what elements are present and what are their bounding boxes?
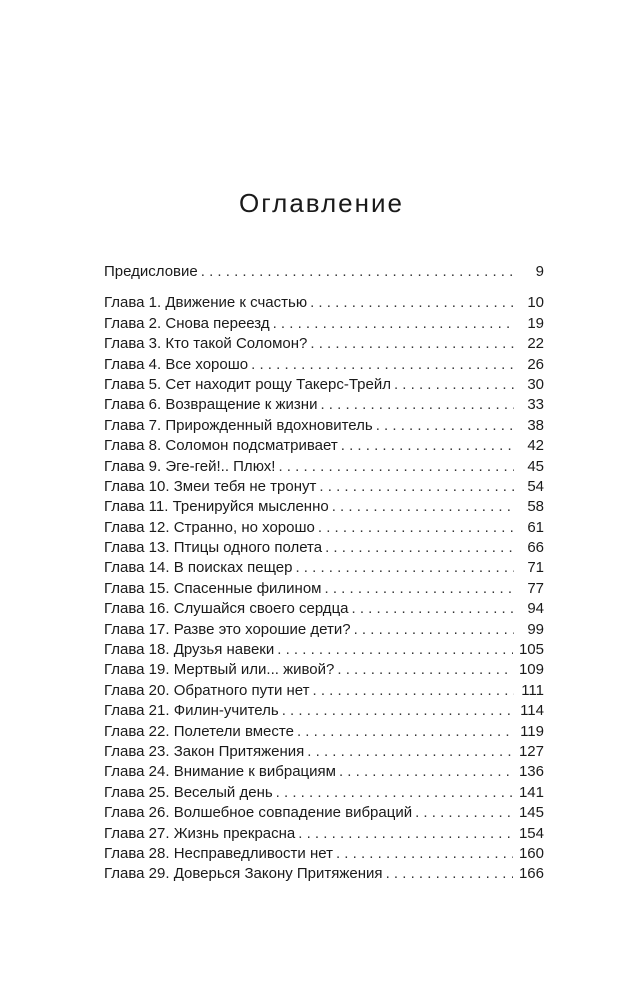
dot-leader (276, 783, 513, 803)
dot-leader (310, 334, 514, 354)
toc-entry-page-number: 154 (518, 824, 544, 842)
dot-leader (376, 416, 514, 436)
toc-entry-chapter-9 (104, 457, 544, 477)
toc-entry-page-number: 109 (518, 661, 544, 679)
dot-leader (319, 477, 514, 497)
toc-entry-chapter-23 (104, 742, 544, 762)
toc-entry-page-number: 105 (518, 641, 544, 659)
toc-entry-chapter-13 (104, 538, 544, 558)
toc-entry-label: Глава 21. Филин-учитель (104, 702, 279, 720)
dot-leader (337, 660, 513, 680)
dot-leader (278, 457, 514, 477)
toc-entry-page-number: 61 (527, 518, 544, 536)
toc-entry-page-number: 9 (535, 263, 544, 280)
toc-entry-label: Глава 5. Сет находит рощу Такерс-Трейл (104, 375, 391, 393)
dot-leader (201, 262, 514, 282)
toc-entry-label: Глава 18. Друзья навеки (104, 641, 275, 659)
toc-entry-label: Глава 20. Обратного пути нет (104, 681, 310, 699)
toc-entry-chapter-8 (104, 436, 544, 456)
toc-entry-page-number: 10 (527, 294, 544, 312)
page-title: Оглавление (239, 188, 404, 218)
toc-entry-chapter-26 (104, 803, 544, 823)
toc-entry-label: Глава 24. Внимание к вибрациям (104, 763, 336, 781)
dot-leader (282, 701, 514, 721)
toc-entry-page-number: 30 (527, 375, 544, 393)
toc-entry-label: Глава 1. Движение к счастью (104, 294, 308, 312)
toc-entry-chapter-10 (104, 477, 544, 497)
dot-leader (313, 681, 514, 701)
toc-entry-page-number: 114 (520, 702, 544, 720)
dot-leader (332, 497, 514, 517)
toc-entry-label: Глава 6. Возвращение к жизни (104, 396, 318, 414)
dot-leader (394, 375, 514, 395)
toc-entry-page-number: 33 (527, 396, 544, 414)
toc-entry-label: Глава 17. Разве это хорошие дети? (104, 620, 351, 638)
toc-entry-label: Глава 15. Спасенные филином (104, 579, 322, 597)
toc-entry-preface (104, 262, 544, 282)
toc-entry-page-number: 54 (527, 477, 544, 495)
toc-entry-label: Глава 16. Слушайся своего сердца (104, 600, 349, 618)
dot-leader (325, 579, 515, 599)
toc-entry-label: Глава 8. Соломон подсматривает (104, 437, 338, 455)
dot-leader (336, 844, 513, 864)
toc-entry-page-number: 66 (527, 539, 544, 557)
toc-entry-page-number: 38 (527, 416, 544, 434)
toc-entry-page-number: 26 (527, 355, 544, 373)
toc-entry-label: Глава 26. Волшебное совпадение вибраций (104, 804, 413, 822)
toc-entry-chapter-4 (104, 355, 544, 375)
toc-entry-chapter-25 (104, 783, 544, 803)
dot-leader (273, 314, 514, 334)
toc-entry-page-number: 136 (518, 763, 544, 781)
toc-entry-label: Глава 13. Птицы одного полета (104, 539, 323, 557)
dot-leader (325, 538, 514, 558)
toc-entry-label: Глава 27. Жизнь прекрасна (104, 824, 296, 842)
toc-entry-chapter-16 (104, 599, 544, 619)
toc-entry-label: Глава 22. Полетели вместе (104, 722, 294, 740)
toc-entry-chapter-2 (104, 314, 544, 334)
toc-entry-chapter-12 (104, 518, 544, 538)
dot-leader (341, 436, 514, 456)
dot-leader (310, 293, 514, 313)
toc-entry-label: Глава 23. Закон Притяжения (104, 742, 305, 760)
table-of-contents (104, 262, 544, 885)
dot-leader (277, 640, 513, 660)
dot-leader (386, 864, 513, 884)
toc-entry-label: Глава 11. Тренируйся мысленно (104, 498, 329, 516)
toc-entry-chapter-20 (104, 681, 544, 701)
toc-entry-chapter-28 (104, 844, 544, 864)
toc-entry-page-number: 77 (527, 579, 544, 597)
dot-leader (298, 824, 513, 844)
toc-entry-chapter-11 (104, 497, 544, 517)
dot-leader (318, 518, 514, 538)
toc-entry-chapter-29 (104, 864, 544, 884)
dot-leader (297, 722, 514, 742)
toc-entry-label: Глава 12. Странно, но хорошо (104, 518, 315, 536)
toc-entry-chapter-7 (104, 416, 544, 436)
toc-entry-label: Глава 4. Все хорошо (104, 355, 249, 373)
dot-leader (251, 355, 514, 375)
toc-entry-chapter-18 (104, 640, 544, 660)
toc-entry-page-number: 166 (518, 865, 544, 883)
toc-entry-page-number: 160 (518, 844, 544, 862)
dot-leader (415, 803, 513, 823)
toc-entry-page-number: 71 (527, 559, 544, 577)
toc-entry-chapter-21 (104, 701, 544, 721)
toc-entry-page-number: 58 (527, 498, 544, 516)
toc-entry-label: Глава 29. Доверься Закону Притяжения (104, 865, 383, 883)
toc-entry-page-number: 42 (527, 437, 544, 455)
toc-entry-page-number: 19 (527, 314, 544, 332)
toc-entry-label: Глава 2. Снова переезд (104, 314, 270, 332)
toc-entry-chapter-6 (104, 395, 544, 415)
toc-entry-chapter-22 (104, 722, 544, 742)
toc-entry-page-number: 141 (518, 783, 544, 801)
toc-entry-label: Глава 25. Веселый день (104, 783, 273, 801)
toc-entry-label: Глава 3. Кто такой Соломон? (104, 335, 308, 353)
toc-entry-chapter-27 (104, 824, 544, 844)
dot-leader (352, 599, 515, 619)
toc-entry-page-number: 45 (527, 457, 544, 475)
dot-leader (354, 620, 514, 640)
toc-entry-label: Глава 14. В поисках пещер (104, 559, 293, 577)
dot-leader (339, 762, 513, 782)
toc-entry-page-number: 145 (518, 804, 544, 822)
toc-entry-chapter-24 (104, 762, 544, 782)
toc-entry-chapter-1 (104, 293, 544, 313)
toc-entry-label: Глава 19. Мертвый или... живой? (104, 661, 335, 679)
toc-entry-label: Глава 7. Прирожденный вдохновитель (104, 416, 373, 434)
toc-entry-page-number: 127 (518, 742, 544, 760)
toc-entry-label: Предисловие (104, 263, 198, 280)
toc-entry-chapter-14 (104, 558, 544, 578)
dot-leader (307, 742, 513, 762)
toc-entry-chapter-5 (104, 375, 544, 395)
toc-entry-page-number: 94 (527, 600, 544, 618)
toc-entry-chapter-17 (104, 620, 544, 640)
toc-entry-page-number: 111 (521, 681, 544, 699)
toc-entry-chapter-15 (104, 579, 544, 599)
toc-entry-label: Глава 9. Эге-гей!.. Плюх! (104, 457, 276, 475)
dot-leader (320, 395, 514, 415)
toc-entry-chapter-19 (104, 660, 544, 680)
toc-entry-page-number: 22 (527, 335, 544, 353)
toc-entry-chapter-3 (104, 334, 544, 354)
dot-leader (295, 558, 514, 578)
toc-entry-label: Глава 10. Змеи тебя не тронут (104, 477, 317, 495)
toc-entry-page-number: 99 (527, 620, 544, 638)
toc-entry-label: Глава 28. Несправедливости нет (104, 844, 333, 862)
toc-entry-page-number: 119 (520, 722, 544, 740)
